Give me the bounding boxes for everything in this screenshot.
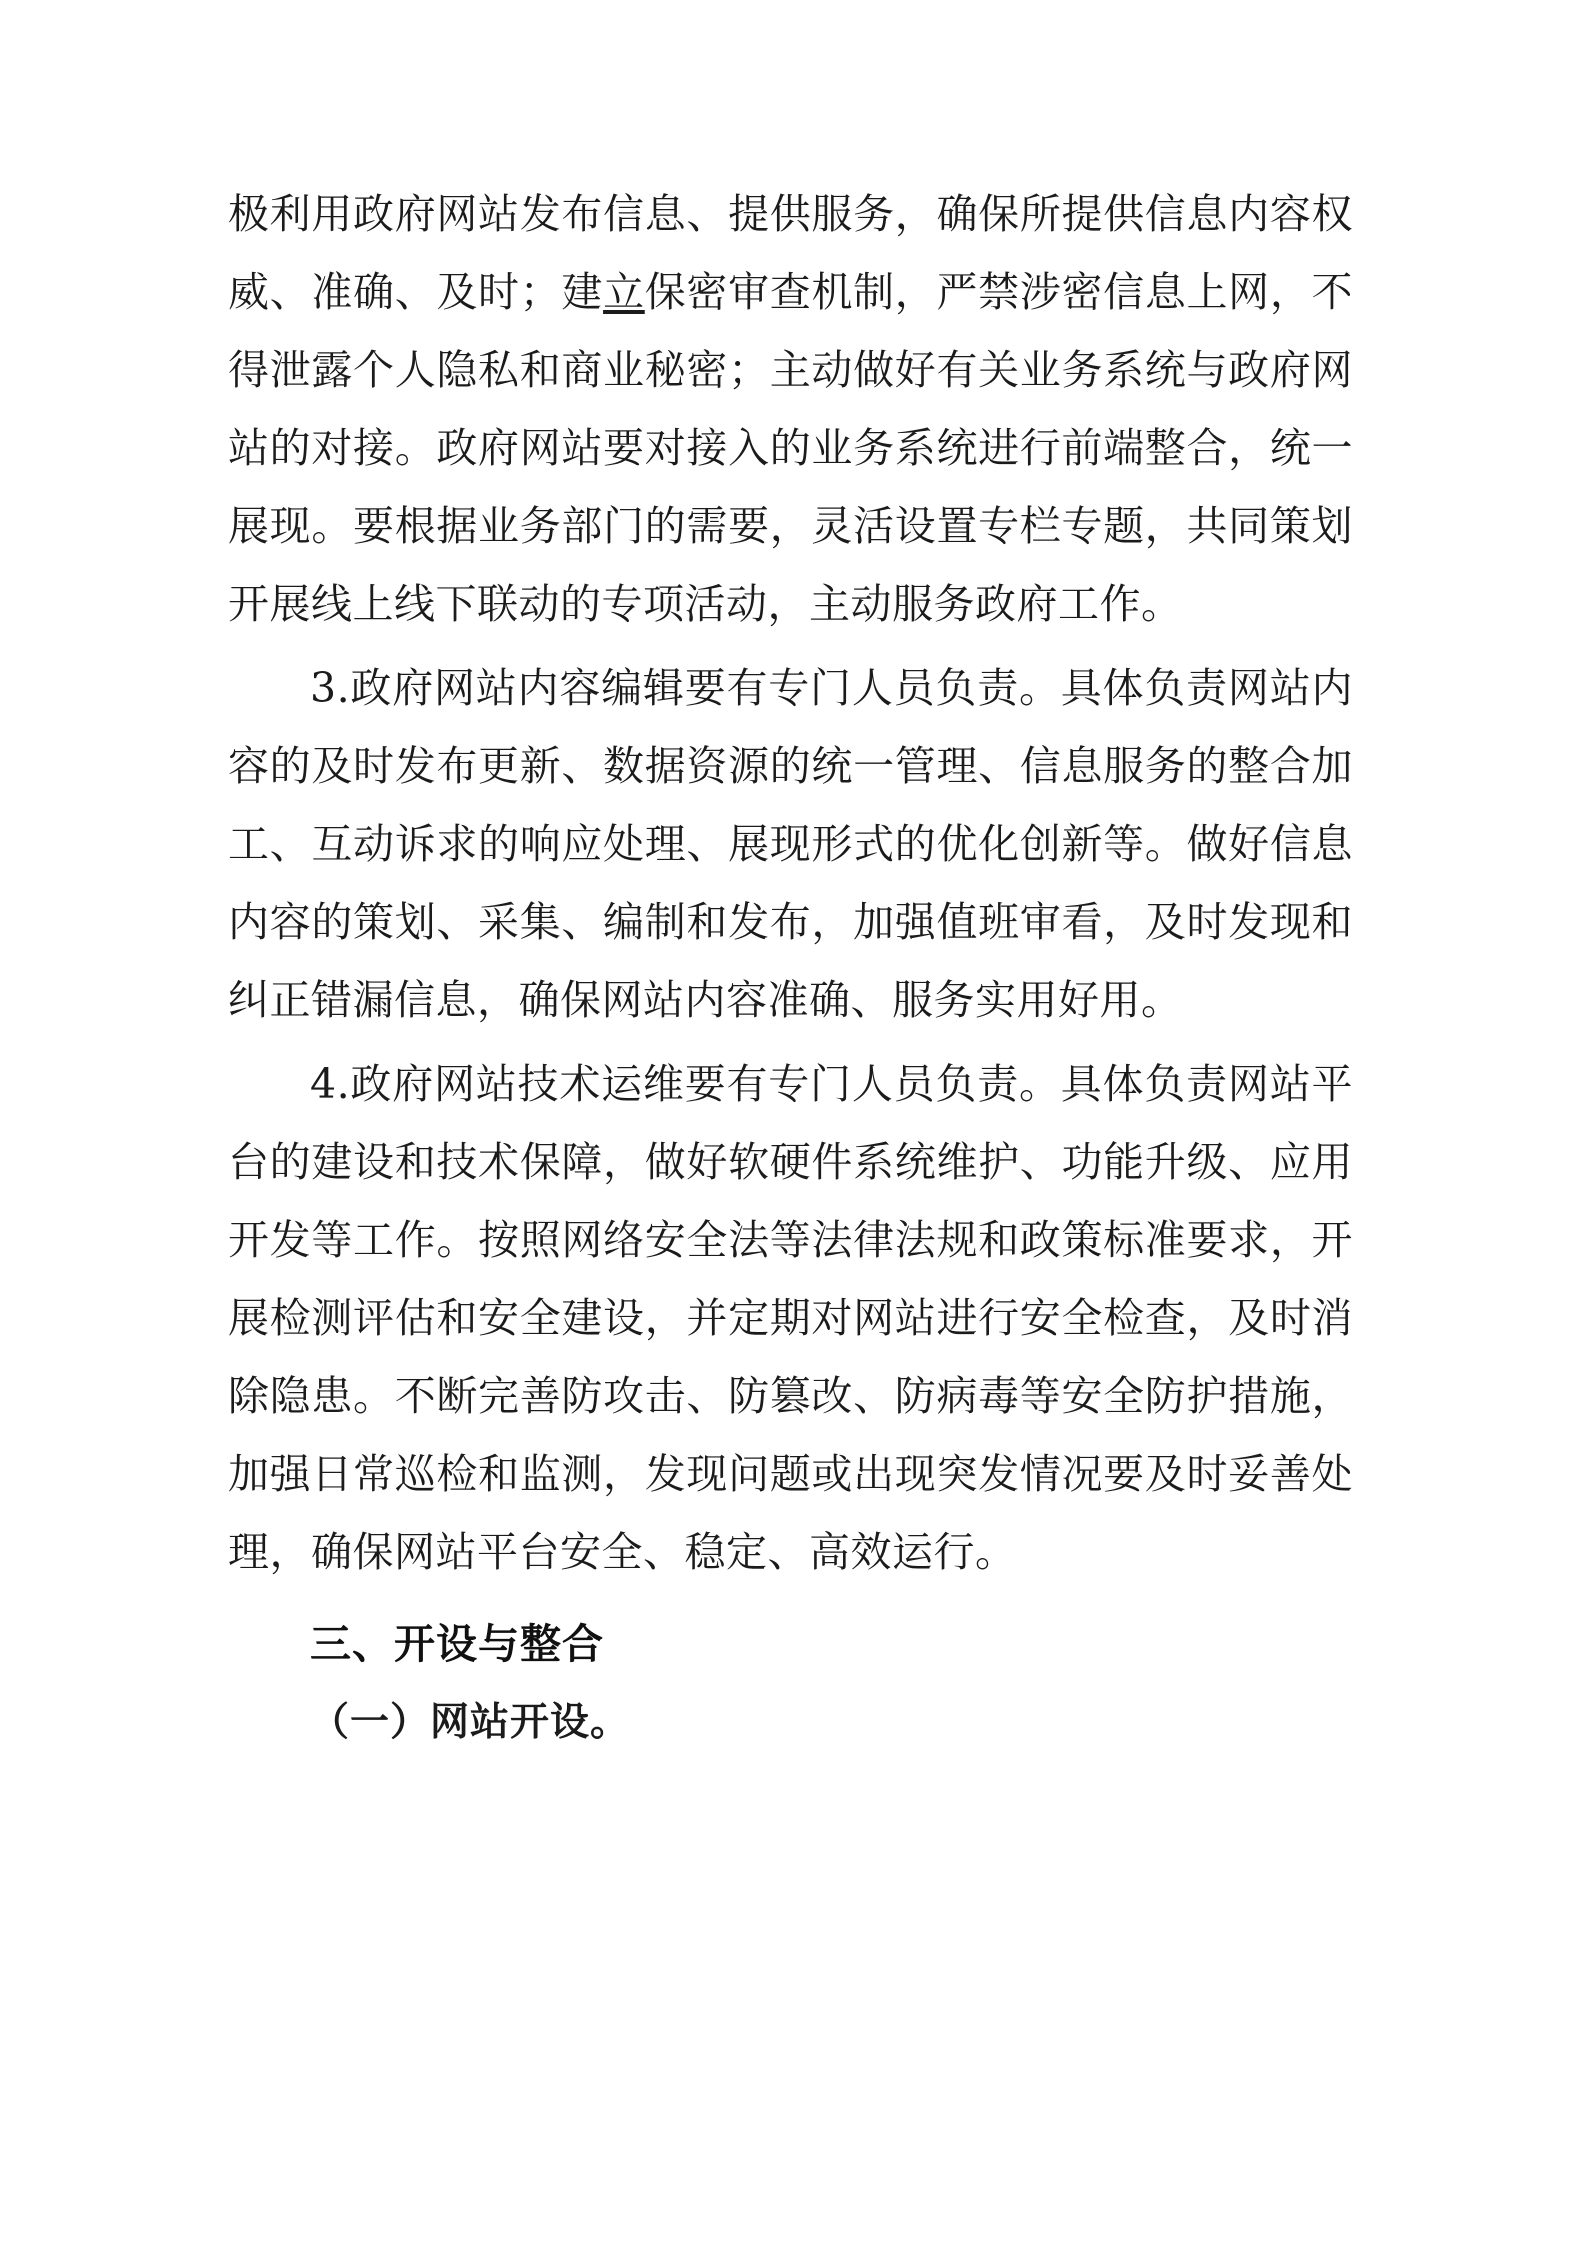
paragraph-continuation (228, 175, 1353, 643)
spacer (228, 1591, 1353, 1605)
section-heading: 三、开设与整合 (310, 1620, 604, 1668)
underlined-text: 立 (603, 268, 645, 316)
document-body (228, 175, 1353, 1761)
paragraph-item-3: 3.政府网站内容编辑要有专门人员负责。具体负责网站内容的及时发布更新、数据资源的统一管理、信息服务的整合加工、互动诉求的响应处理、展现形式的优化创新等。做好信息内容的策划、采集、编制和发布，加强值班审看，及时发现和纠正错漏信息，确保网站内容准确、服务实用好用。 (228, 664, 1353, 1024)
paragraph-text-part2: 保密审查机制，严禁涉密信息上网，不得泄露个人隐私和商业秘密；主动做好有关业务系统与政府网站的对接。政府网站要对接入的业务系统进行前端整合，统一展现。要根据业务部门的需要，灵活设置专栏专题，共同策划开展线上线下联动的专项活动，主动服务政府工作。 (228, 268, 1354, 628)
subsection-heading: （一）网站开设。 (310, 1699, 631, 1745)
paragraph-item-4: 4.政府网站技术运维要有专门人员负责。具体负责网站平台的建设和技术保障，做好软硬件系统维护、功能升级、应用开发等工作。按照网络安全法等法律法规和政策标准要求，开展检测评估和安全建设，并定期对网站进行安全检查，及时消除隐患。不断完善防攻击、防篡改、防病毒等安全防护措施，加强日常巡检和监测，发现问题或出现突发情况要及时妥善处理，确保网站平台安全、稳定、高效运行。 (228, 1060, 1353, 1576)
paragraph-text-part1: 极利用政府网站发布信息、提供服务，确保所提供信息内容权威、准确、及时；建 (228, 190, 1353, 316)
